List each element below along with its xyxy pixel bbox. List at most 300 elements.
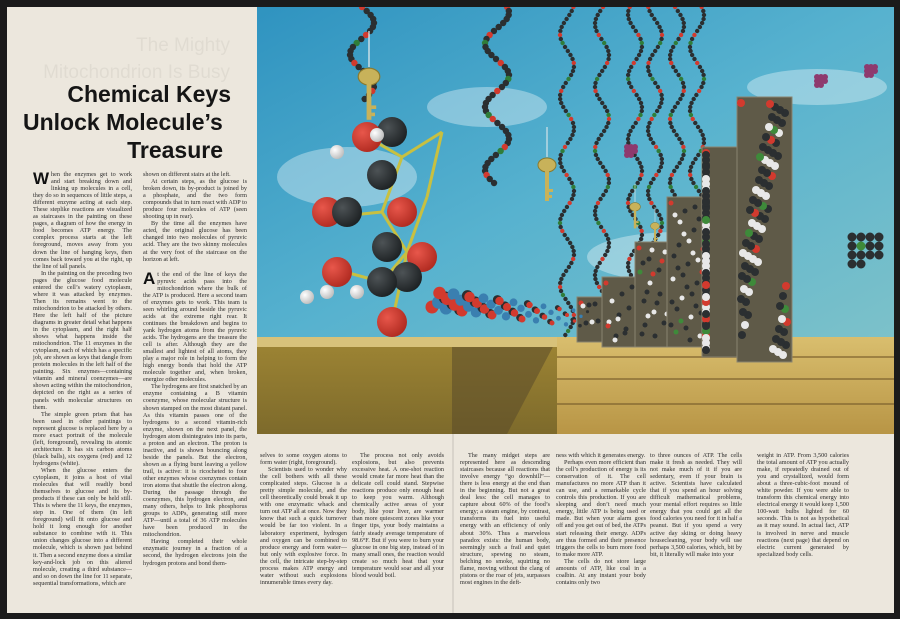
stair-molecule — [564, 322, 568, 326]
chain-atom — [668, 181, 672, 185]
stair-molecule — [542, 314, 548, 320]
chain-atom — [650, 77, 654, 81]
chain-atom — [688, 169, 692, 173]
chain-atom — [597, 285, 601, 289]
stair-molecule — [573, 319, 577, 323]
chain-atom — [626, 137, 630, 141]
panel-atom — [678, 220, 683, 225]
chain-atom — [660, 221, 664, 225]
chain-atom — [689, 177, 693, 181]
atp-molecule — [868, 72, 874, 78]
carbon-atom — [332, 197, 362, 227]
paragraph: selves to some oxygen atoms to form water (right, foreground). — [260, 452, 347, 467]
panel-atom — [679, 319, 684, 324]
panel-atom — [642, 299, 647, 304]
chain-atom — [606, 113, 610, 117]
chain-atom — [563, 145, 567, 149]
panel-atom — [670, 300, 675, 305]
chain-atom — [656, 149, 660, 153]
chain-atom — [639, 49, 643, 53]
chain-atom — [696, 153, 700, 157]
chain-atom — [668, 121, 672, 125]
chain-atom — [572, 125, 576, 129]
chain-atom — [640, 41, 644, 45]
chain-atom — [674, 133, 678, 137]
chain-atom — [691, 97, 695, 101]
chain-atom — [593, 145, 597, 149]
chain-atom — [572, 129, 576, 133]
chain-atom — [607, 181, 611, 185]
stair-molecule — [550, 321, 555, 326]
chain-atom — [595, 281, 599, 285]
chain-atom — [700, 69, 704, 73]
panel-atom — [682, 232, 687, 237]
chain-atom — [598, 9, 602, 13]
chain-atom — [699, 85, 703, 89]
chain-atom — [697, 89, 701, 93]
chain-atom — [660, 97, 664, 101]
panel-atom — [739, 308, 747, 316]
chain-atom — [569, 73, 573, 77]
text-column-8 — [757, 452, 849, 558]
chain-atom — [640, 109, 644, 113]
carbon-atom — [392, 262, 422, 292]
panel-atom — [674, 330, 679, 335]
chain-atom — [647, 121, 651, 125]
article-headline — [18, 80, 233, 164]
chain-atom — [701, 9, 705, 13]
panel-atom — [687, 239, 692, 244]
chain-atom — [560, 41, 564, 45]
panel-atom — [677, 243, 682, 248]
chain-atom — [604, 45, 608, 49]
paragraph: Having completed their whole enzymatic journey in a fraction of a second, the hydrogen electrons join the hydrogen protons and bond them- — [143, 538, 247, 567]
panel-atom — [676, 266, 681, 271]
chain-atom — [701, 17, 705, 21]
chain-atom — [659, 217, 663, 221]
headline-line-3: Treasure — [127, 137, 223, 163]
chain-atom — [566, 141, 570, 145]
chain-atom — [572, 313, 576, 317]
panel-atom — [752, 186, 760, 194]
paragraph: t the end of the line of keys the pyruvic acids pass into the mitochondrion where the bulk of the ATP is produced. Here a second team of enzymes gets to work. This team is seen whirling around beside the pyruvic acids at the extreme right rear. It continues the breakdown and begins to yank hydrogen atoms from the pyruvic acids. The hydrogens are the treasure the cell is after. Although they are the smallest and lightest of all atoms, they play a major role in helping to form the high energy bonds that hold the ATP molecule together and, when broken, energize other molecules. — [143, 270, 247, 384]
chain-atom — [702, 77, 706, 81]
paragraph: hen the enzymes get to work and start breaking down and linking up molecules in a cell, they do so in sequences of little steps, a different enzyme acting at each step. These steplike reactions are visualized as staircases in the painting on these pages, a diagram of how the energy in food becomes ATP energy. The complex process starts at the left foreground, moves away from you down the line of hanging keys, then comes back toward you at the right, up the line of tall panels. — [33, 171, 132, 270]
chain-atom — [638, 225, 642, 229]
chain-atom — [635, 157, 639, 161]
chain-atom — [630, 189, 634, 193]
chain-atom — [668, 117, 672, 121]
chain-atom — [681, 81, 685, 85]
paragraph: When the glucose enters the cytoplasm, it joins a host of vital molecules that will readily bond themselves to glucose and its by-products if these can only be held still. This is where the 11 keys, the enzymes, step in. One of them (in left foreground) will fit onto glucose and hold it long enough for another substance to combine with it. This union changes glucose into a different molecule, which is shown just behind it. Then a second enzyme does a similar key-and-lock job on this altered molecule, creating a third substance—and so on down the line for 11 separate, sequential transformations, which are — [33, 466, 132, 587]
panel-atom — [742, 239, 750, 247]
panel-atom — [681, 273, 686, 278]
chain-atom — [603, 105, 607, 109]
panel-atom — [627, 306, 632, 311]
chain-atom — [640, 105, 644, 109]
chain-atom — [670, 189, 674, 193]
chain-atom — [689, 165, 693, 169]
chain-atom — [570, 197, 574, 201]
chain-atom — [568, 241, 572, 245]
panel-atom — [691, 251, 696, 256]
chain-atom — [561, 273, 565, 277]
panel-atom — [593, 302, 598, 307]
water-atom — [857, 233, 866, 242]
chain-atom — [572, 253, 576, 257]
chain-atom — [639, 101, 643, 105]
chain-atom — [563, 297, 567, 301]
chain-atom — [593, 209, 597, 213]
chain-atom — [657, 105, 661, 109]
chain-atom — [631, 125, 635, 129]
chain-atom — [597, 33, 601, 37]
chain-atom — [561, 105, 565, 109]
panel-atom — [689, 315, 694, 320]
panel-atom — [686, 262, 691, 267]
chain-atom — [571, 121, 575, 125]
chain-atom — [634, 121, 638, 125]
chain-atom — [594, 141, 598, 145]
panel-atom — [669, 201, 674, 206]
chain-atom — [659, 93, 663, 97]
paragraph: weight in ATP. From 3,500 calories the total amount of ATP you actually make, if repeatedly drained out of you and crystallized, would form about a three-cubic-foot mound of white powder. If you were able to transform this chemical energy into electrical energy it would keep 1,500 100-watt bulbs lighted for 60 seconds. This is not as hypothetical as it may sound. In actual fact, ATP is involved in nerve and muscle reactions (next page) that depend on electric current generated by specialized body cells. — [757, 452, 849, 558]
panel-atom — [746, 206, 754, 214]
chain-atom — [681, 145, 685, 149]
chain-atom — [639, 237, 643, 241]
panel-atom — [739, 249, 747, 257]
chain-atom — [650, 13, 654, 17]
chain-atom — [559, 153, 563, 157]
panel-atom — [646, 314, 651, 319]
panel-atom — [673, 213, 678, 218]
panel-atom — [613, 338, 618, 343]
chain-atom — [647, 197, 651, 201]
panel-atom — [769, 345, 777, 353]
chain-atom — [564, 81, 568, 85]
chain-atom — [629, 85, 633, 89]
chain-atom — [562, 209, 566, 213]
stair-molecule — [572, 308, 576, 312]
chain-atom — [593, 89, 597, 93]
chain-atom — [560, 25, 564, 29]
chain-atom — [660, 157, 664, 161]
chain-atom — [627, 269, 631, 273]
chain-atom — [603, 169, 607, 173]
panel-atom — [702, 252, 710, 260]
chain-atom — [632, 89, 636, 93]
chain-atom — [558, 93, 562, 97]
chain-atom — [596, 221, 600, 225]
chain-atom — [569, 305, 573, 309]
chain-atom — [600, 69, 604, 73]
chain-atom — [638, 113, 642, 117]
chain-atom — [659, 29, 663, 33]
chain-atom — [627, 133, 631, 137]
chain-atom — [697, 189, 701, 193]
chain-atom — [559, 277, 563, 281]
chain-atom — [626, 201, 630, 205]
headline-line-2: Unlock Molecule’s — [23, 109, 223, 135]
panel-atom — [702, 310, 710, 318]
chain-atom — [597, 73, 601, 77]
chain-atom — [688, 45, 692, 49]
chain-atom — [680, 93, 684, 97]
paragraph: The hydrogens are first snatched by an enzyme containing a B vitamin coenzyme, whose molecular structure is shown stamped on the most distant panel. As this vitamin passes one of the hydrogens to a second vitamin-rich enzyme, shown on the next panel, the hydrogen atom disintegrates into its parts, a proton and an electron. The proton is inactive, and is shown bouncing along beside the panels. But the electron, shown as a flying burst leaving a yellow trail, is active: it is ricocheted to four other enzymes whose coenzymes contain iron atoms that shuttle the electron along. During the passage through the coenzymes, this hydrogen electron, and many others, helps to link phosphorus groups to ADPs, generating still more ATP—until a total of 36 ATP molecules have been produced in the mitochondrion. — [143, 383, 247, 539]
panel-atom — [610, 299, 615, 304]
panel-atom — [658, 292, 663, 297]
chain-atom — [688, 49, 692, 53]
chain-atom — [595, 93, 599, 97]
chain-atom — [653, 81, 657, 85]
panel-atom — [702, 281, 710, 289]
illustration-painting — [257, 7, 894, 434]
chain-atom — [694, 185, 698, 189]
stair-molecule — [541, 303, 547, 309]
chain-atom — [689, 101, 693, 105]
panel-atom — [702, 269, 710, 277]
panel-atom — [675, 307, 680, 312]
chain-atom — [668, 177, 672, 181]
water-atom — [857, 242, 866, 251]
chain-atom — [560, 213, 564, 217]
chain-atom — [688, 109, 692, 113]
chain-atom — [649, 137, 653, 141]
chain-atom — [566, 49, 570, 53]
chain-atom — [607, 241, 611, 245]
enzyme-panel — [737, 97, 792, 362]
chain-atom — [559, 101, 563, 105]
panel-atom — [702, 334, 710, 342]
chain-atom — [606, 185, 610, 189]
chain-atom — [605, 109, 609, 113]
chain-atom — [646, 65, 650, 69]
chain-atom — [593, 85, 597, 89]
chain-atom — [691, 161, 695, 165]
chain-atom — [566, 113, 570, 117]
water-atom — [866, 233, 875, 242]
water-atom — [875, 233, 884, 242]
chain-atom — [558, 225, 562, 229]
chain-atom — [558, 285, 562, 289]
stair-molecule — [503, 303, 511, 311]
panel-atom — [669, 323, 674, 328]
carbon-atom — [372, 232, 402, 262]
chain-atom — [679, 77, 683, 81]
chain-atom — [634, 57, 638, 61]
chain-atom — [595, 77, 599, 81]
chain-atom — [560, 149, 564, 153]
chain-atom — [564, 173, 568, 177]
panel-atom — [702, 293, 710, 301]
panel-atom — [766, 100, 774, 108]
chain-atom — [680, 157, 684, 161]
chain-atom — [682, 89, 686, 93]
chain-atom — [655, 109, 659, 113]
chain-atom — [628, 129, 632, 133]
panel-atom — [702, 346, 710, 354]
chain-atom — [677, 161, 681, 165]
chain-atom — [631, 25, 635, 29]
panel-atom — [683, 209, 688, 214]
water-atom — [875, 242, 884, 251]
chain-atom — [681, 153, 685, 157]
stair-molecule — [565, 313, 569, 317]
panel-atom — [748, 219, 756, 227]
chain-atom — [653, 49, 657, 53]
chain-atom — [637, 97, 641, 101]
chain-atom — [626, 9, 630, 13]
chain-atom — [565, 205, 569, 209]
text-column-2 — [143, 171, 247, 567]
panel-atom — [702, 240, 710, 248]
panel-atom — [759, 143, 767, 151]
atp-molecule — [818, 82, 824, 88]
chain-atom — [558, 161, 562, 165]
chain-atom — [676, 9, 680, 13]
panel-atom — [696, 258, 701, 263]
chain-atom — [558, 33, 562, 37]
panel-atom — [596, 319, 601, 324]
chain-atom — [569, 261, 573, 265]
chain-atom — [597, 97, 601, 101]
chain-atom — [669, 113, 673, 117]
chain-atom — [596, 13, 600, 17]
stair-molecule — [548, 310, 553, 315]
panel-atom — [590, 320, 595, 325]
chain-atom — [670, 125, 674, 129]
hydrogen-atom — [330, 145, 344, 159]
panel-atom — [749, 196, 757, 204]
chain-atom — [593, 149, 597, 153]
chain-atom — [596, 201, 600, 205]
panel-atom — [738, 331, 746, 339]
stair-molecule — [534, 308, 540, 314]
paragraph: Perhaps even more efficient than the cell’s production of energy is its conservation of it. The cell manufactures no more ATP than it can use, and a remarkable cycle controls this production. If you are sleeping and don’t need much energy, little ATP is being used or made. But when your alarm goes off and you get out of bed, the ATPs start releasing their energy. ADPs are thus formed and their presence triggers the cells to burn more food to make more ATP. — [556, 459, 646, 558]
panel-atom — [740, 285, 748, 293]
chain-atom — [626, 73, 630, 77]
chain-atom — [659, 37, 663, 41]
chain-atom — [569, 117, 573, 121]
chain-atom — [593, 269, 597, 273]
water-atom — [866, 251, 875, 260]
panel-atom — [782, 282, 790, 290]
chain-atom — [565, 237, 569, 241]
chain-atom — [701, 73, 705, 77]
stair-molecule — [578, 324, 582, 328]
chain-atom — [569, 325, 573, 329]
chain-atom — [649, 201, 653, 205]
chain-atom — [637, 53, 641, 57]
chain-atom — [572, 189, 576, 193]
hydrogen-atom — [350, 285, 364, 299]
panel-atom — [779, 292, 787, 300]
panel-atom — [702, 163, 710, 171]
chain-atom — [594, 205, 598, 209]
panel-atom — [623, 331, 628, 336]
chain-atom — [559, 89, 563, 93]
chain-atom — [646, 61, 650, 65]
chain-atom — [568, 53, 572, 57]
panel-atom — [772, 335, 780, 343]
chain-atom — [660, 33, 664, 37]
chain-atom — [606, 237, 610, 241]
chain-atom — [627, 17, 631, 21]
chain-atom — [655, 209, 659, 213]
chain-atom — [598, 197, 602, 201]
chain-atom — [648, 57, 652, 61]
chain-atom — [563, 333, 567, 337]
chain-atom — [564, 269, 568, 273]
panel-atom — [776, 302, 784, 310]
chain-atom — [651, 141, 655, 145]
chain-atom — [676, 73, 680, 77]
chain-atom — [607, 117, 611, 121]
paragraph: The many midget steps are represented here as descending staircases because all reactions that involve energy “go downhill”—there is less energy at the end than in the beginning. But not a great deal less: the cell manages to capture about 60% of the food’s energy; a steam engine, by contrast, transforms its fuel into useful energy with an efficiency of only about 30%. Thus a marvelous paradox exists: the human body, seemingly such a frail and quiet structure, spewing no steam, belching no smoke, squirting no flame, moving without the clang of pistons or the roar of jets, surpasses most engines in the deft- — [460, 452, 550, 586]
chain-atom — [698, 129, 702, 133]
chain-atom — [561, 85, 565, 89]
chain-atom — [593, 277, 597, 281]
chain-atom — [571, 193, 575, 197]
chain-atom — [570, 181, 574, 185]
panel-atom — [741, 262, 749, 270]
chain-atom — [605, 61, 609, 65]
chain-atom — [659, 225, 663, 229]
text-column-1 — [33, 171, 132, 587]
chain-atom — [672, 169, 676, 173]
chain-atom — [567, 265, 571, 269]
chain-atom — [652, 205, 656, 209]
carbon-atom — [367, 267, 397, 297]
chain-atom — [566, 77, 570, 81]
paragraph: At certain steps, as the glucose is broken down, its by-product is joined by a phosphate, and the two form compounds that in turn react with ADP to produce four molecules of ATP (seen shooting up in rear). — [143, 178, 247, 221]
chain-atom — [636, 33, 640, 37]
panel-atom — [672, 254, 677, 259]
painting-canvas — [257, 7, 894, 434]
chain-atom — [570, 245, 574, 249]
panel-atom — [641, 261, 646, 266]
stair-molecule — [510, 298, 518, 306]
paragraph: Scientists used to wonder why the cell bothers with all these complicated steps. Glucose is a pretty simple molecule, and the cell theoretically could break it up with one enzymatic whack and turn out ATP all at once. Now they know that such a quick turnover would be far too violent. In a laboratory experiment, hydrogen and oxygen can be combined to produce energy and form water—but only with explosive force. In the cell, the intricate step-by-step process makes ATP energy and water without such explosions innumerable times every day. — [260, 466, 347, 586]
paragraph: The simple green prism that has been used in other paintings to represent glucose is replaced here by a more exact portrait of the molecule (left, foreground), revealing its atomic architecture. It has six carbon atoms (black balls), six oxygens (red) and 12 hydrogens (white). — [33, 410, 132, 467]
panel-atom — [655, 301, 660, 306]
chain-atom — [594, 153, 598, 157]
panel-atom — [702, 175, 710, 183]
chain-atom — [668, 53, 672, 57]
chain-atom — [678, 97, 682, 101]
panel-atom — [738, 272, 746, 280]
chain-atom — [649, 117, 653, 121]
panel-atom — [685, 285, 690, 290]
stair-molecule — [586, 310, 589, 313]
oxygen-atom — [322, 257, 352, 287]
chain-atom — [604, 189, 608, 193]
chain-atom — [698, 25, 702, 29]
chain-atom — [603, 65, 607, 69]
stair-molecule — [517, 305, 524, 312]
chain-atom — [606, 57, 610, 61]
hydrogen-atom — [300, 290, 314, 304]
chain-atom — [571, 185, 575, 189]
chain-atom — [696, 125, 700, 129]
chain-atom — [648, 73, 652, 77]
chain-atom — [670, 109, 674, 113]
panel-atom — [762, 133, 770, 141]
chain-atom — [677, 137, 681, 141]
chain-atom — [640, 169, 644, 173]
chain-atom — [571, 69, 575, 73]
drop-cap: A — [143, 268, 156, 288]
